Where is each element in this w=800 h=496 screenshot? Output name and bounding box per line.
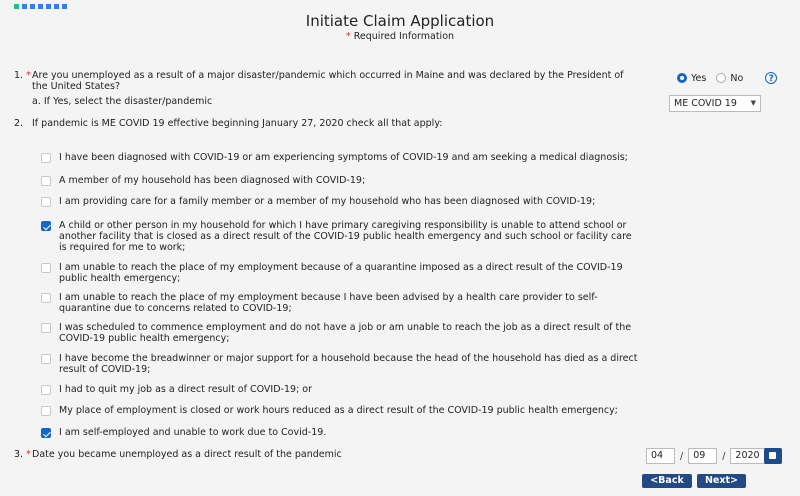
checkbox-option[interactable] xyxy=(41,196,639,207)
month-input[interactable]: 04 xyxy=(646,448,675,464)
checkbox-option[interactable] xyxy=(41,292,639,314)
disaster-select-value: ME COVID 19 xyxy=(674,98,737,109)
next-button[interactable]: Next> xyxy=(697,474,746,488)
yes-no-radio-group xyxy=(677,72,777,84)
date-input-group xyxy=(646,448,768,464)
progress-step xyxy=(22,4,27,9)
chevron-down-icon: ▼ xyxy=(750,99,756,107)
checkbox-option[interactable] xyxy=(41,405,639,416)
checkbox-label: I had to quit my job as a direct result of COVID-19; or xyxy=(59,384,313,395)
checkbox[interactable] xyxy=(41,406,51,416)
checkbox-label: I am providing care for a family member or a member of my household who has been diagnosed with COVID-19; xyxy=(59,196,596,207)
checkbox[interactable] xyxy=(41,293,51,303)
checkbox[interactable] xyxy=(41,176,51,186)
required-star: * xyxy=(345,31,351,42)
back-button[interactable]: <Back xyxy=(642,474,692,488)
q3-number-label: 3. xyxy=(14,449,24,460)
checkbox-label: A member of my household has been diagnosed with COVID-19; xyxy=(59,175,366,186)
checkbox-label: I am self-employed and unable to work due to Covid-19. xyxy=(59,427,327,438)
question-1-text: Are you unemployed as a result of a major disaster/pandemic which occurred in Maine and was declared by the President of the United States? xyxy=(32,70,624,92)
progress-step xyxy=(46,4,51,9)
yes-radio-label[interactable]: Yes xyxy=(691,72,707,84)
question-2-number: 2. xyxy=(14,118,24,129)
day-input[interactable]: 09 xyxy=(688,448,717,464)
checkbox-option[interactable] xyxy=(41,220,639,253)
checkbox-label: I have been diagnosed with COVID-19 or am experiencing symptoms of COVID-19 and am seeking a medical diagnosis; xyxy=(59,152,628,163)
progress-step xyxy=(62,4,67,9)
checkbox[interactable] xyxy=(41,221,51,231)
progress-step xyxy=(54,4,59,9)
checkbox-label: A child or other person in my household for which I have primary caregiving responsibility is unable to attend school or another facility that is closed as a direct result of the COVID-19 public health emergency and such school or facility care is required for me to work; xyxy=(59,220,632,253)
checkbox[interactable] xyxy=(41,323,51,333)
no-radio-label[interactable]: No xyxy=(730,72,744,84)
checkbox[interactable] xyxy=(41,197,51,207)
no-radio[interactable] xyxy=(716,73,726,83)
question-1a-label: a. If Yes, select the disaster/pandemic xyxy=(32,96,213,107)
question-3-number xyxy=(14,449,31,460)
checkbox[interactable] xyxy=(41,428,51,438)
checkbox-option[interactable] xyxy=(41,262,639,284)
page-title: Initiate Claim Application xyxy=(305,12,495,30)
yes-radio[interactable] xyxy=(677,73,687,83)
checkbox-option[interactable] xyxy=(41,152,639,163)
checkbox-label: My place of employment is closed or work hours reduced as a direct result of the COVID-19 public health emergency; xyxy=(59,405,618,416)
question-2-text: If pandemic is ME COVID 19 effective beginning January 27, 2020 check all that apply: xyxy=(32,118,443,129)
checkbox[interactable] xyxy=(41,263,51,273)
calendar-icon[interactable] xyxy=(764,448,782,464)
required-info-note xyxy=(0,31,800,42)
progress-step xyxy=(30,4,35,9)
required-star: * xyxy=(26,70,31,81)
date-separator: / xyxy=(680,450,684,462)
checkbox-option[interactable] xyxy=(41,353,639,375)
checkbox-option[interactable] xyxy=(41,384,639,395)
year-input[interactable]: 2020 xyxy=(730,448,768,464)
checkbox[interactable] xyxy=(41,354,51,364)
question-1-number xyxy=(14,70,31,81)
progress-step xyxy=(38,4,43,9)
checkbox-option[interactable] xyxy=(41,427,639,438)
checkbox[interactable] xyxy=(41,153,51,163)
disaster-select[interactable] xyxy=(669,95,761,112)
checkbox-label: I am unable to reach the place of my employment because I have been advised by a health care provider to self-quarantine due to concerns related to COVID-19; xyxy=(59,292,598,314)
checkbox-label: I am unable to reach the place of my employment because of a quarantine imposed as a direct result of the COVID-19 public health emergency; xyxy=(59,262,623,284)
progress-indicator xyxy=(14,4,67,9)
checkbox-label: I was scheduled to commence employment and do not have a job or am unable to reach the job as a direct result of the COVID-19 public health emergency; xyxy=(59,322,632,344)
progress-step xyxy=(14,4,19,9)
question-3-text: Date you became unemployed as a direct result of the pandemic xyxy=(32,449,342,460)
required-info-text: Required Information xyxy=(353,31,455,42)
checkbox-option[interactable] xyxy=(41,175,639,186)
checkbox-option[interactable] xyxy=(41,322,639,344)
date-separator: / xyxy=(722,450,726,462)
required-star: * xyxy=(26,449,31,460)
help-icon[interactable]: ? xyxy=(765,72,777,84)
checkbox[interactable] xyxy=(41,385,51,395)
checkbox-label: I have become the breadwinner or major support for a household because the head of the household has died as a direct result of COVID-19; xyxy=(59,353,638,375)
q1-number-label: 1. xyxy=(14,70,24,81)
